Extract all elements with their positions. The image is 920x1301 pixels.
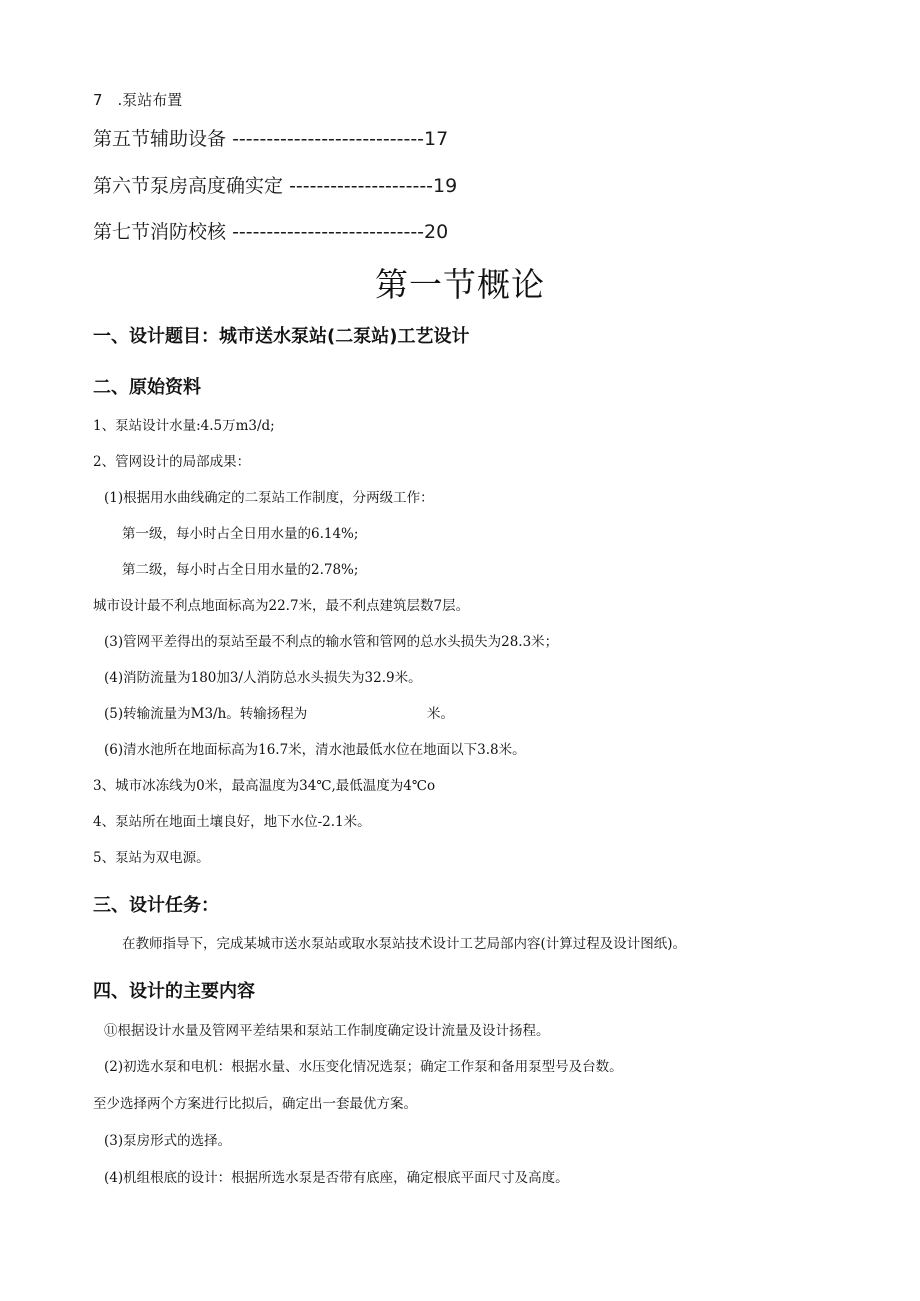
paragraph-line: 米。 [427, 706, 454, 722]
paragraph-line: 第二级，每小时占全日用水量的2.78%; [122, 562, 359, 578]
toc-item-7: 7 .泵站布置 [93, 91, 183, 109]
toc-entry-leader: ---------------------------- [232, 221, 425, 243]
paragraph-line: 3、城市冰冻线为0米，最高温度为34℃,最低温度为4℃o [93, 778, 436, 794]
paragraph-line: 在教师指导下，完成某城市送水泵站或取水泵站技术设计工艺局部内容(计算过程及设计图纸)。 [122, 936, 687, 952]
page-title: 第一节概论 [375, 265, 545, 304]
toc-entry-page: 20 [424, 221, 449, 243]
paragraph-line: (1)根据用水曲线确定的二泵站工作制度，分两级工作： [104, 490, 434, 506]
section-heading-2: 二、原始资料 [93, 377, 201, 398]
paragraph-line: (3)泵房形式的选择。 [104, 1133, 232, 1149]
toc-entry-5 [93, 124, 448, 151]
paragraph-line: 1、泵站设计水量:4.5万m3/d; [93, 418, 275, 434]
paragraph-line: 4、泵站所在地面土壤良好，地下水位-2.1米。 [93, 814, 371, 830]
toc-entry-page: 17 [424, 128, 449, 150]
paragraph-line: (2)初选水泵和电机：根据水量、水压变化情况选泵；确定工作泵和备用泵型号及台数。 [104, 1059, 623, 1075]
paragraph-line: 至少选择两个方案进行比拟后，确定出一套最优方案。 [93, 1096, 417, 1112]
paragraph-line: (6)清水池所在地面标高为16.7米，清水池最低水位在地面以下3.8米。 [104, 742, 526, 758]
paragraph-line: ⑪根据设计水量及管网平差结果和泵站工作制度确定设计流量及设计扬程。 [104, 1023, 550, 1039]
toc-entry-label: 第五节辅助设备 [93, 128, 227, 150]
paragraph-line: 5、泵站为双电源。 [93, 850, 210, 866]
toc-entry-leader: ---------------------------- [232, 128, 425, 150]
toc-entry-leader: --------------------- [289, 175, 434, 197]
paragraph-line: 第一级，每小时占全日用水量的6.14%; [122, 526, 359, 542]
paragraph-line: (5)转输流量为M3/h。转输扬程为 [104, 706, 308, 722]
toc-entry-label: 第七节消防校核 [93, 221, 227, 243]
toc-entry-6 [93, 171, 457, 198]
paragraph-line: 2、管网设计的局部成果： [93, 454, 251, 470]
section-heading-3: 三、设计任务： [93, 895, 219, 916]
paragraph-line: (4)机组根底的设计：根据所选水泵是否带有底座，确定根底平面尺寸及高度。 [104, 1170, 569, 1186]
paragraph-line: (4)消防流量为180加3/人消防总水头损失为32.9米。 [104, 670, 422, 686]
toc-entry-7 [93, 217, 448, 244]
toc-entry-label: 第六节泵房高度确实定 [93, 175, 284, 197]
paragraph-line: (3)管网平差得出的泵站至最不利点的输水管和管网的总水头损失为28.3米； [104, 634, 559, 650]
paragraph-line: 城市设计最不利点地面标高为22.7米，最不利点建筑层数7层。 [93, 598, 470, 614]
section-heading-4: 四、设计的主要内容 [93, 981, 255, 1002]
toc-entry-page: 19 [433, 175, 458, 197]
section-heading-1: 一、设计题目：城市送水泵站(二泵站)工艺设计 [93, 326, 470, 347]
